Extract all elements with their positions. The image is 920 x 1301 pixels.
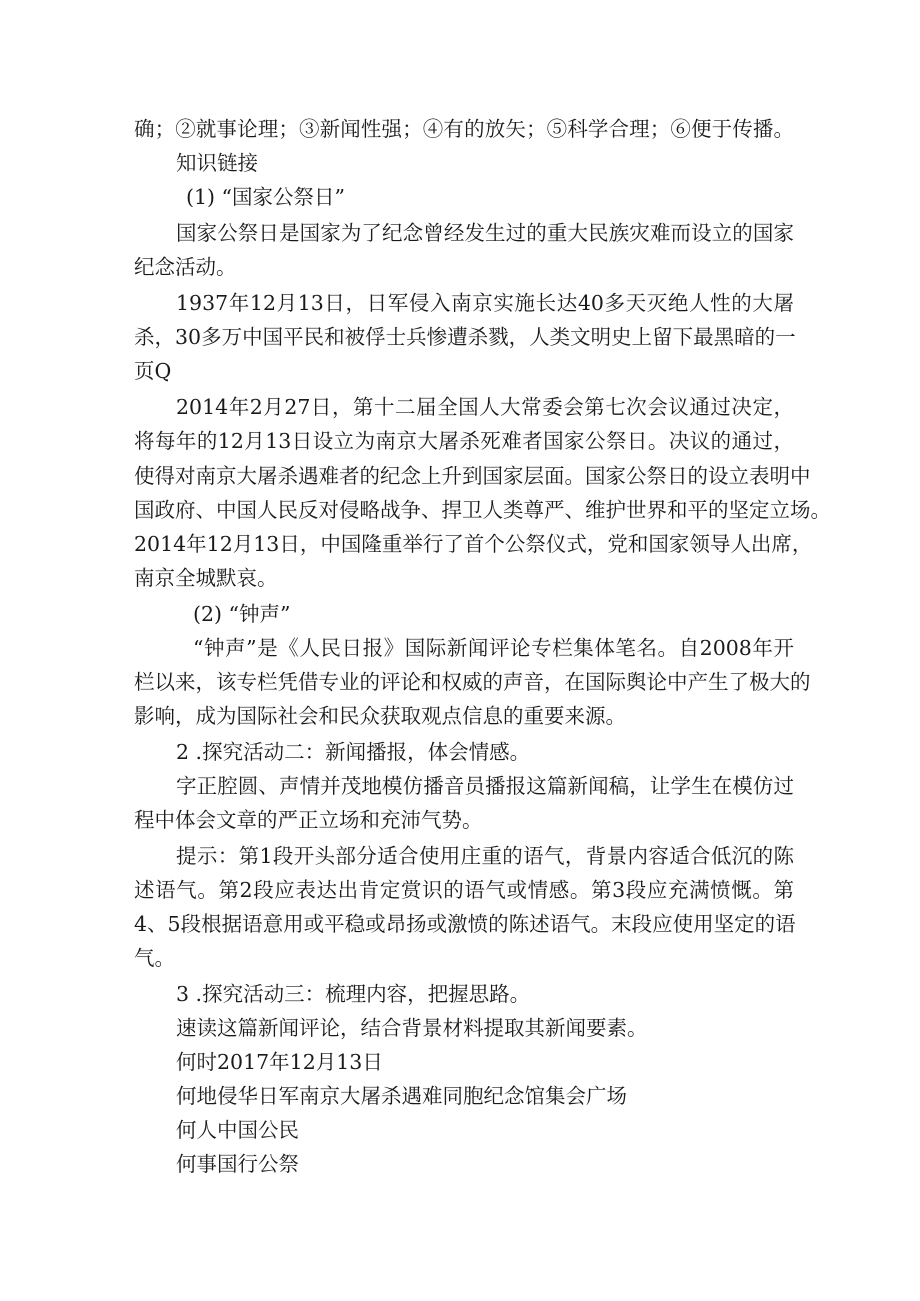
news-element-where: 何地侵华日军南京大屠杀遇难同胞纪念馆集会广场 [176, 1084, 627, 1108]
text-line: 栏以来，该专栏凭借专业的评论和权威的声音，在国际舆论中产生了极大的 [134, 670, 811, 694]
subsection-heading: (1) “国家公祭日” [186, 185, 346, 209]
text-line: “钟声”是《人民日报》国际新闻评论专栏集体笔名。自2008年开 [193, 636, 794, 660]
text-line: 字正腔圆、声情并茂地模仿播音员播报这篇新闻稿，让学生在模仿过 [176, 774, 794, 798]
text-line: 国家公祭日是国家为了纪念曾经发生过的重大民族灾难而设立的国家 [176, 221, 794, 245]
activity-heading: 2 .探究活动二：新闻播报，体会情感。 [176, 740, 531, 764]
text-line: 使得对南京大屠杀遇难者的纪念上升到国家层面。国家公祭日的设立表明中 [134, 464, 811, 488]
text-line: 4、5段根据语意用或平稳或昂扬或激愤的陈述语气。末段应使用坚定的语 [134, 912, 796, 936]
text-line: 将每年的12月13日设立为南京大屠杀死难者国家公祭日。决议的通过， [134, 429, 794, 453]
text-line: 程中体会文章的严正立场和充沛气势。 [134, 808, 483, 832]
text-line: 南京全城默哀。 [134, 566, 278, 590]
text-line: 国政府、中国人民反对侵略战争、捍卫人类尊严、维护世界和平的坚定立场。 [134, 498, 831, 522]
text-line: 杀，30多万中国平民和被俘士兵惨遭杀戮，人类文明史上留下最黑暗的一 [134, 325, 796, 349]
text-line: 页Q [134, 359, 172, 383]
text-line: 影响，成为国际社会和民众获取观点信息的重要来源。 [134, 704, 626, 728]
text-line: 速读这篇新闻评论，结合背景材料提取其新闻要素。 [176, 1016, 648, 1040]
text-line: 述语气。第2段应表达出肯定赏识的语气或情感。第3段应充满愤慨。第 [134, 878, 794, 902]
news-element-when: 何时2017年12月13日 [176, 1050, 383, 1074]
news-element-who: 何人中国公民 [176, 1118, 299, 1142]
subsection-heading: (2) “钟声” [193, 602, 291, 626]
section-heading: 知识链接 [176, 151, 258, 175]
text-line: 2014年2月27日，第十二届全国人大常委会第七次会议通过决定， [176, 395, 794, 419]
news-element-what: 何事国行公祭 [176, 1152, 299, 1176]
text-line: 纪念活动。 [134, 255, 237, 279]
text-line: 气。 [134, 946, 175, 970]
activity-heading: 3 .探究活动三：梳理内容，把握思路。 [176, 982, 531, 1006]
text-line: 提示：第1段开头部分适合使用庄重的语气，背景内容适合低沉的陈 [176, 844, 794, 868]
text-line: 1937年12月13日，日军侵入南京实施长达40多天灭绝人性的大屠 [176, 291, 794, 315]
text-line: 2014年12月13日，中国隆重举行了首个公祭仪式，党和国家领导人出席， [134, 532, 813, 556]
text-line: 确；②就事论理；③新闻性强；④有的放矢；⑤科学合理；⑥便于传播。 [134, 117, 794, 141]
